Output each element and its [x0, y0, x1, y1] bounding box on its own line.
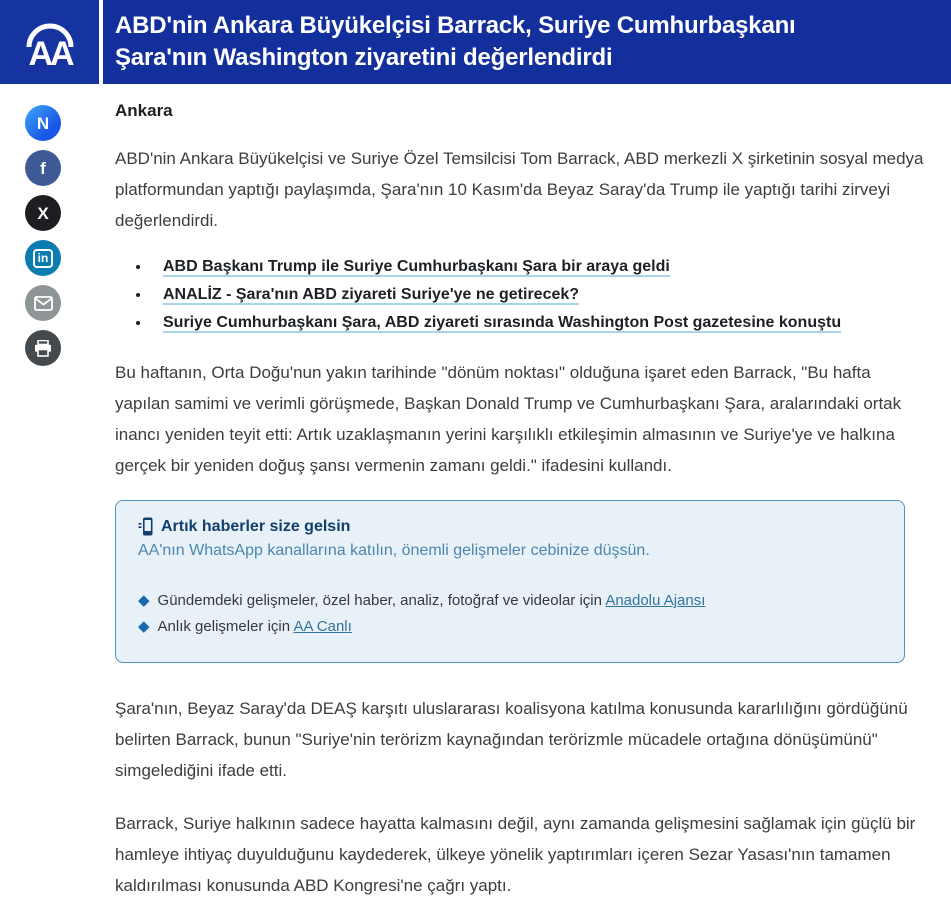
article-headline: ABD'nin Ankara Büyükelçisi Barrack, Suriye Cumhurbaşkanı Şara'nın Washington ziyaretini değerlendirdi [115, 12, 796, 71]
share-newsbreak-button[interactable] [25, 105, 61, 141]
share-x-button[interactable] [25, 195, 61, 231]
promo-item-text: Gündemdeki gelişmeler, özel haber, analiz, fotoğraf ve videolar için [157, 592, 606, 609]
list-item [151, 254, 930, 279]
list-item [151, 310, 930, 335]
newsbreak-icon: N [36, 113, 50, 133]
related-link-3[interactable]: Suriye Cumhurbaşkanı Şara, ABD ziyareti sırasında Washington Post gazetesine konuştu [163, 314, 842, 331]
aa-logo-icon [17, 15, 83, 69]
paragraph-2: Bu haftanın, Orta Doğu'nun yakın tarihinde "dönüm noktası" olduğuna işaret eden Barrack, "Bu hafta yapılan samimi ve verimli görüşmede, Başkan Donald Trump ve Cumhurbaşkanı Şara, aralarındaki ortak inancı yeniden teyit etti: Artık uzaklaşmanın yerini karşılıklı etkileşimin almasının ve Suriye'ye ve halkına gerçek bir yeniden doğuş şansı vermenin zamanı geldi." ifadesini kullandı. [115, 363, 902, 475]
envelope-icon [34, 296, 53, 311]
aa-logo[interactable] [0, 0, 99, 84]
share-linkedin-button[interactable] [25, 240, 61, 276]
svg-text:AA: AA [27, 35, 72, 69]
share-print-button[interactable] [25, 330, 61, 366]
promo-title: Artık haberler size gelsin [161, 517, 351, 535]
related-links-list [115, 254, 930, 335]
share-facebook-button[interactable] [25, 150, 61, 186]
page-header [0, 0, 951, 84]
article-body [86, 84, 951, 901]
paragraph-4: Barrack, Suriye halkının sadece hayatta kalmasını değil, aynı zamanda gelişmesini sağlamak için güçlü bir hamleye ihtiyaç duyulduğunu kaydederek, ülkeye yönelik yaptırımları içeren Sezar Yasası'nın tamamen kaldırılması konusunda ABD Kongresi'ne çağrı yaptı. [115, 814, 916, 895]
paragraph-1: ABD'nin Ankara Büyükelçisi ve Suriye Özel Temsilcisi Tom Barrack, ABD merkezli X şirketinin sosyal medya platformundan yaptığı paylaşımda, Şara'nın 10 Kasım'da Beyaz Saray'da Trump ile yaptığı tarihi zirveyi değerlendirdi. [115, 149, 924, 230]
facebook-icon: f [40, 158, 46, 178]
diamond-bullet-icon: ◆ [138, 618, 150, 635]
promo-item-2 [138, 614, 882, 640]
promo-item-text: Anlık gelişmeler için [157, 618, 294, 635]
mobile-phone-icon [138, 517, 153, 536]
related-link-2[interactable]: ANALİZ - Şara'nın ABD ziyareti Suriye'ye ne getirecek? [163, 286, 580, 303]
linkedin-icon: in [33, 249, 54, 268]
related-link-1[interactable]: ABD Başkanı Trump ile Suriye Cumhurbaşkanı Şara bir araya geldi [163, 258, 670, 275]
promo-item-1 [138, 588, 882, 614]
x-twitter-icon: X [37, 203, 49, 223]
paragraph-3: Şara'nın, Beyaz Saray'da DEAŞ karşıtı uluslararası koalisyona katılma konusunda kararlılığını gördüğünü belirten Barrack, bunun "Suriye'nin terörizm kaynağından terörizmle mücadele ortağına dönüşümünü" simgelediğini ifade etti. [115, 699, 908, 780]
anadolu-ajansi-link[interactable]: Anadolu Ajansı [605, 592, 706, 609]
promo-subtitle: AA'nın WhatsApp kanallarına katılın, önemli gelişmeler cebinize düşsün. [138, 542, 650, 559]
list-item [151, 282, 930, 307]
share-rail [0, 84, 86, 901]
diamond-bullet-icon: ◆ [138, 592, 150, 609]
dateline: Ankara [115, 101, 173, 120]
printer-icon [34, 340, 52, 357]
aa-canli-link[interactable]: AA Canlı [293, 618, 352, 635]
share-email-button[interactable] [25, 285, 61, 321]
headline-bar [103, 0, 951, 84]
whatsapp-promo-box [115, 500, 905, 663]
